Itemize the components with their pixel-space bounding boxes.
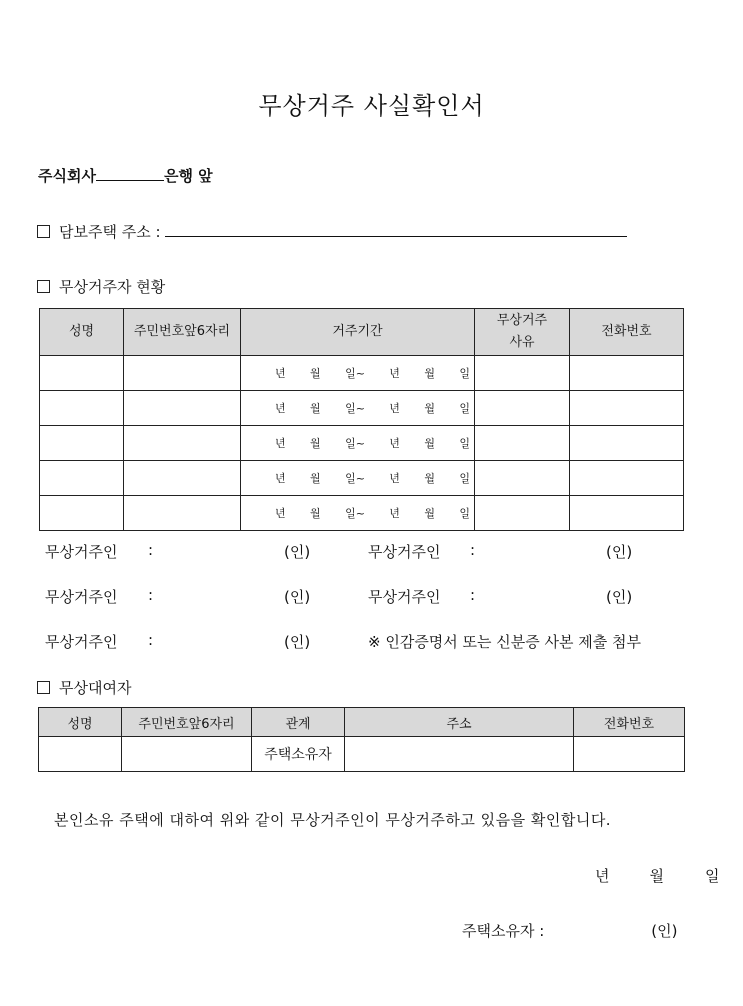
lender-col-relation-header: 관계	[252, 708, 345, 737]
period-month2: 월	[424, 472, 435, 485]
signer-label: 무상거주인	[45, 543, 118, 561]
period-month: 월	[310, 472, 321, 485]
resident-id-cell[interactable]	[124, 426, 241, 461]
resident-name-cell[interactable]	[40, 391, 124, 426]
signer-label: 무상거주인	[368, 588, 441, 606]
lender-phone-cell[interactable]	[574, 737, 685, 772]
period-year: 년	[275, 367, 286, 380]
date-line	[595, 865, 720, 886]
table-row	[40, 356, 684, 391]
period-day2: 일	[459, 367, 470, 380]
period-day2: 일	[459, 507, 470, 520]
checkbox-icon[interactable]	[37, 280, 50, 293]
period-year2: 년	[389, 507, 400, 520]
table-row	[40, 391, 684, 426]
lender-id-cell[interactable]	[122, 737, 252, 772]
lender-section-heading	[37, 677, 131, 698]
resident-name-cell[interactable]	[40, 356, 124, 391]
period-month2: 월	[424, 402, 435, 415]
lender-col-name-header: 성명	[39, 708, 122, 737]
signer-label: 무상거주인	[45, 588, 118, 606]
collateral-address-label: 담보주택 주소 :	[59, 223, 161, 241]
lender-col-address-header: 주소	[345, 708, 574, 737]
lender-address-cell[interactable]	[345, 737, 574, 772]
period-day-tilde: 일~	[345, 507, 365, 520]
col-phone-header: 전화번호	[570, 309, 684, 356]
resident-phone-cell[interactable]	[570, 496, 684, 531]
period-year2: 년	[389, 402, 400, 415]
page-title: 무상거주 사실확인서	[258, 92, 485, 120]
owner-signature-line	[462, 920, 677, 941]
residents-table	[39, 308, 684, 531]
table-row	[39, 737, 685, 772]
resident-id-cell[interactable]	[124, 356, 241, 391]
period-month2: 월	[424, 507, 435, 520]
confirmation-statement: 본인소유 주택에 대하여 위와 같이 무상거주인이 무상거주하고 있음을 확인합니다.	[54, 811, 612, 829]
resident-name-cell[interactable]	[40, 496, 124, 531]
resident-name-cell[interactable]	[40, 461, 124, 496]
signer-colon: :	[148, 586, 154, 604]
resident-id-cell[interactable]	[124, 461, 241, 496]
reason-header-line1: 무상거주	[496, 313, 548, 328]
col-period-header: 거주기간	[241, 309, 475, 356]
signer-label: 무상거주인	[45, 633, 118, 651]
resident-reason-cell[interactable]	[475, 496, 570, 531]
resident-reason-cell[interactable]	[475, 461, 570, 496]
collateral-address-blank[interactable]	[165, 222, 627, 237]
attachment-note: ※ 인감증명서 또는 신분증 사본 제출 첨부	[368, 633, 642, 651]
lender-table-header	[39, 708, 685, 737]
signer-seal: (인)	[606, 588, 633, 606]
period-month: 월	[310, 507, 321, 520]
period-day2: 일	[459, 437, 470, 450]
date-year: 년	[595, 867, 610, 885]
signer-colon: :	[470, 586, 476, 604]
resident-reason-cell[interactable]	[475, 426, 570, 461]
date-day: 일	[705, 867, 720, 885]
lender-col-phone-header: 전화번호	[574, 708, 685, 737]
resident-reason-cell[interactable]	[475, 356, 570, 391]
signer-seal: (인)	[284, 543, 311, 561]
signer-colon: :	[470, 541, 476, 559]
lender-section-label: 무상대여자	[59, 679, 132, 697]
residents-section-label: 무상거주자 현황	[59, 278, 166, 296]
resident-id-cell[interactable]	[124, 496, 241, 531]
table-row	[40, 496, 684, 531]
resident-phone-cell[interactable]	[570, 391, 684, 426]
resident-name-cell[interactable]	[40, 426, 124, 461]
period-year2: 년	[389, 437, 400, 450]
period-year: 년	[275, 507, 286, 520]
bank-name-blank[interactable]	[96, 166, 164, 181]
checkbox-icon[interactable]	[37, 681, 50, 694]
resident-id-cell[interactable]	[124, 391, 241, 426]
owner-seal: (인)	[651, 922, 678, 940]
period-year: 년	[275, 437, 286, 450]
period-month: 월	[310, 437, 321, 450]
col-name-header: 성명	[40, 309, 124, 356]
period-day-tilde: 일~	[345, 472, 365, 485]
resident-phone-cell[interactable]	[570, 461, 684, 496]
resident-period-cell[interactable]	[241, 391, 475, 426]
period-month2: 월	[424, 437, 435, 450]
period-year2: 년	[389, 472, 400, 485]
resident-period-cell[interactable]	[241, 496, 475, 531]
period-month: 월	[310, 367, 321, 380]
period-day-tilde: 일~	[345, 437, 365, 450]
addressee-prefix: 주식회사	[38, 167, 96, 185]
residents-section-heading	[37, 276, 165, 297]
period-day2: 일	[459, 402, 470, 415]
resident-phone-cell[interactable]	[570, 426, 684, 461]
table-row	[40, 461, 684, 496]
period-year: 년	[275, 402, 286, 415]
residents-table-header	[40, 309, 684, 356]
resident-reason-cell[interactable]	[475, 391, 570, 426]
addressee-suffix: 은행 앞	[163, 167, 213, 185]
period-day-tilde: 일~	[345, 367, 365, 380]
signer-label: 무상거주인	[368, 543, 441, 561]
col-id-header: 주민번호앞6자리	[124, 309, 241, 356]
signer-colon: :	[148, 631, 154, 649]
resident-period-cell[interactable]	[241, 461, 475, 496]
period-day-tilde: 일~	[345, 402, 365, 415]
signer-colon: :	[148, 541, 154, 559]
signer-seal: (인)	[284, 588, 311, 606]
period-month2: 월	[424, 367, 435, 380]
table-row	[40, 426, 684, 461]
reason-header-line2: 사유	[509, 335, 535, 350]
lender-col-id-header: 주민번호앞6자리	[122, 708, 252, 737]
collateral-address-line	[37, 221, 627, 242]
period-year2: 년	[389, 367, 400, 380]
col-reason-header	[475, 309, 570, 356]
signer-seal: (인)	[284, 633, 311, 651]
lender-name-cell[interactable]	[39, 737, 122, 772]
checkbox-icon[interactable]	[37, 225, 50, 238]
period-day2: 일	[459, 472, 470, 485]
lender-relation-cell: 주택소유자	[252, 737, 345, 772]
owner-label: 주택소유자 :	[462, 922, 545, 940]
signer-seal: (인)	[606, 543, 633, 561]
resident-phone-cell[interactable]	[570, 356, 684, 391]
lender-table	[38, 707, 685, 772]
addressee-line	[38, 165, 213, 186]
resident-period-cell[interactable]	[241, 426, 475, 461]
date-month: 월	[649, 867, 664, 885]
period-year: 년	[275, 472, 286, 485]
period-month: 월	[310, 402, 321, 415]
resident-period-cell[interactable]	[241, 356, 475, 391]
